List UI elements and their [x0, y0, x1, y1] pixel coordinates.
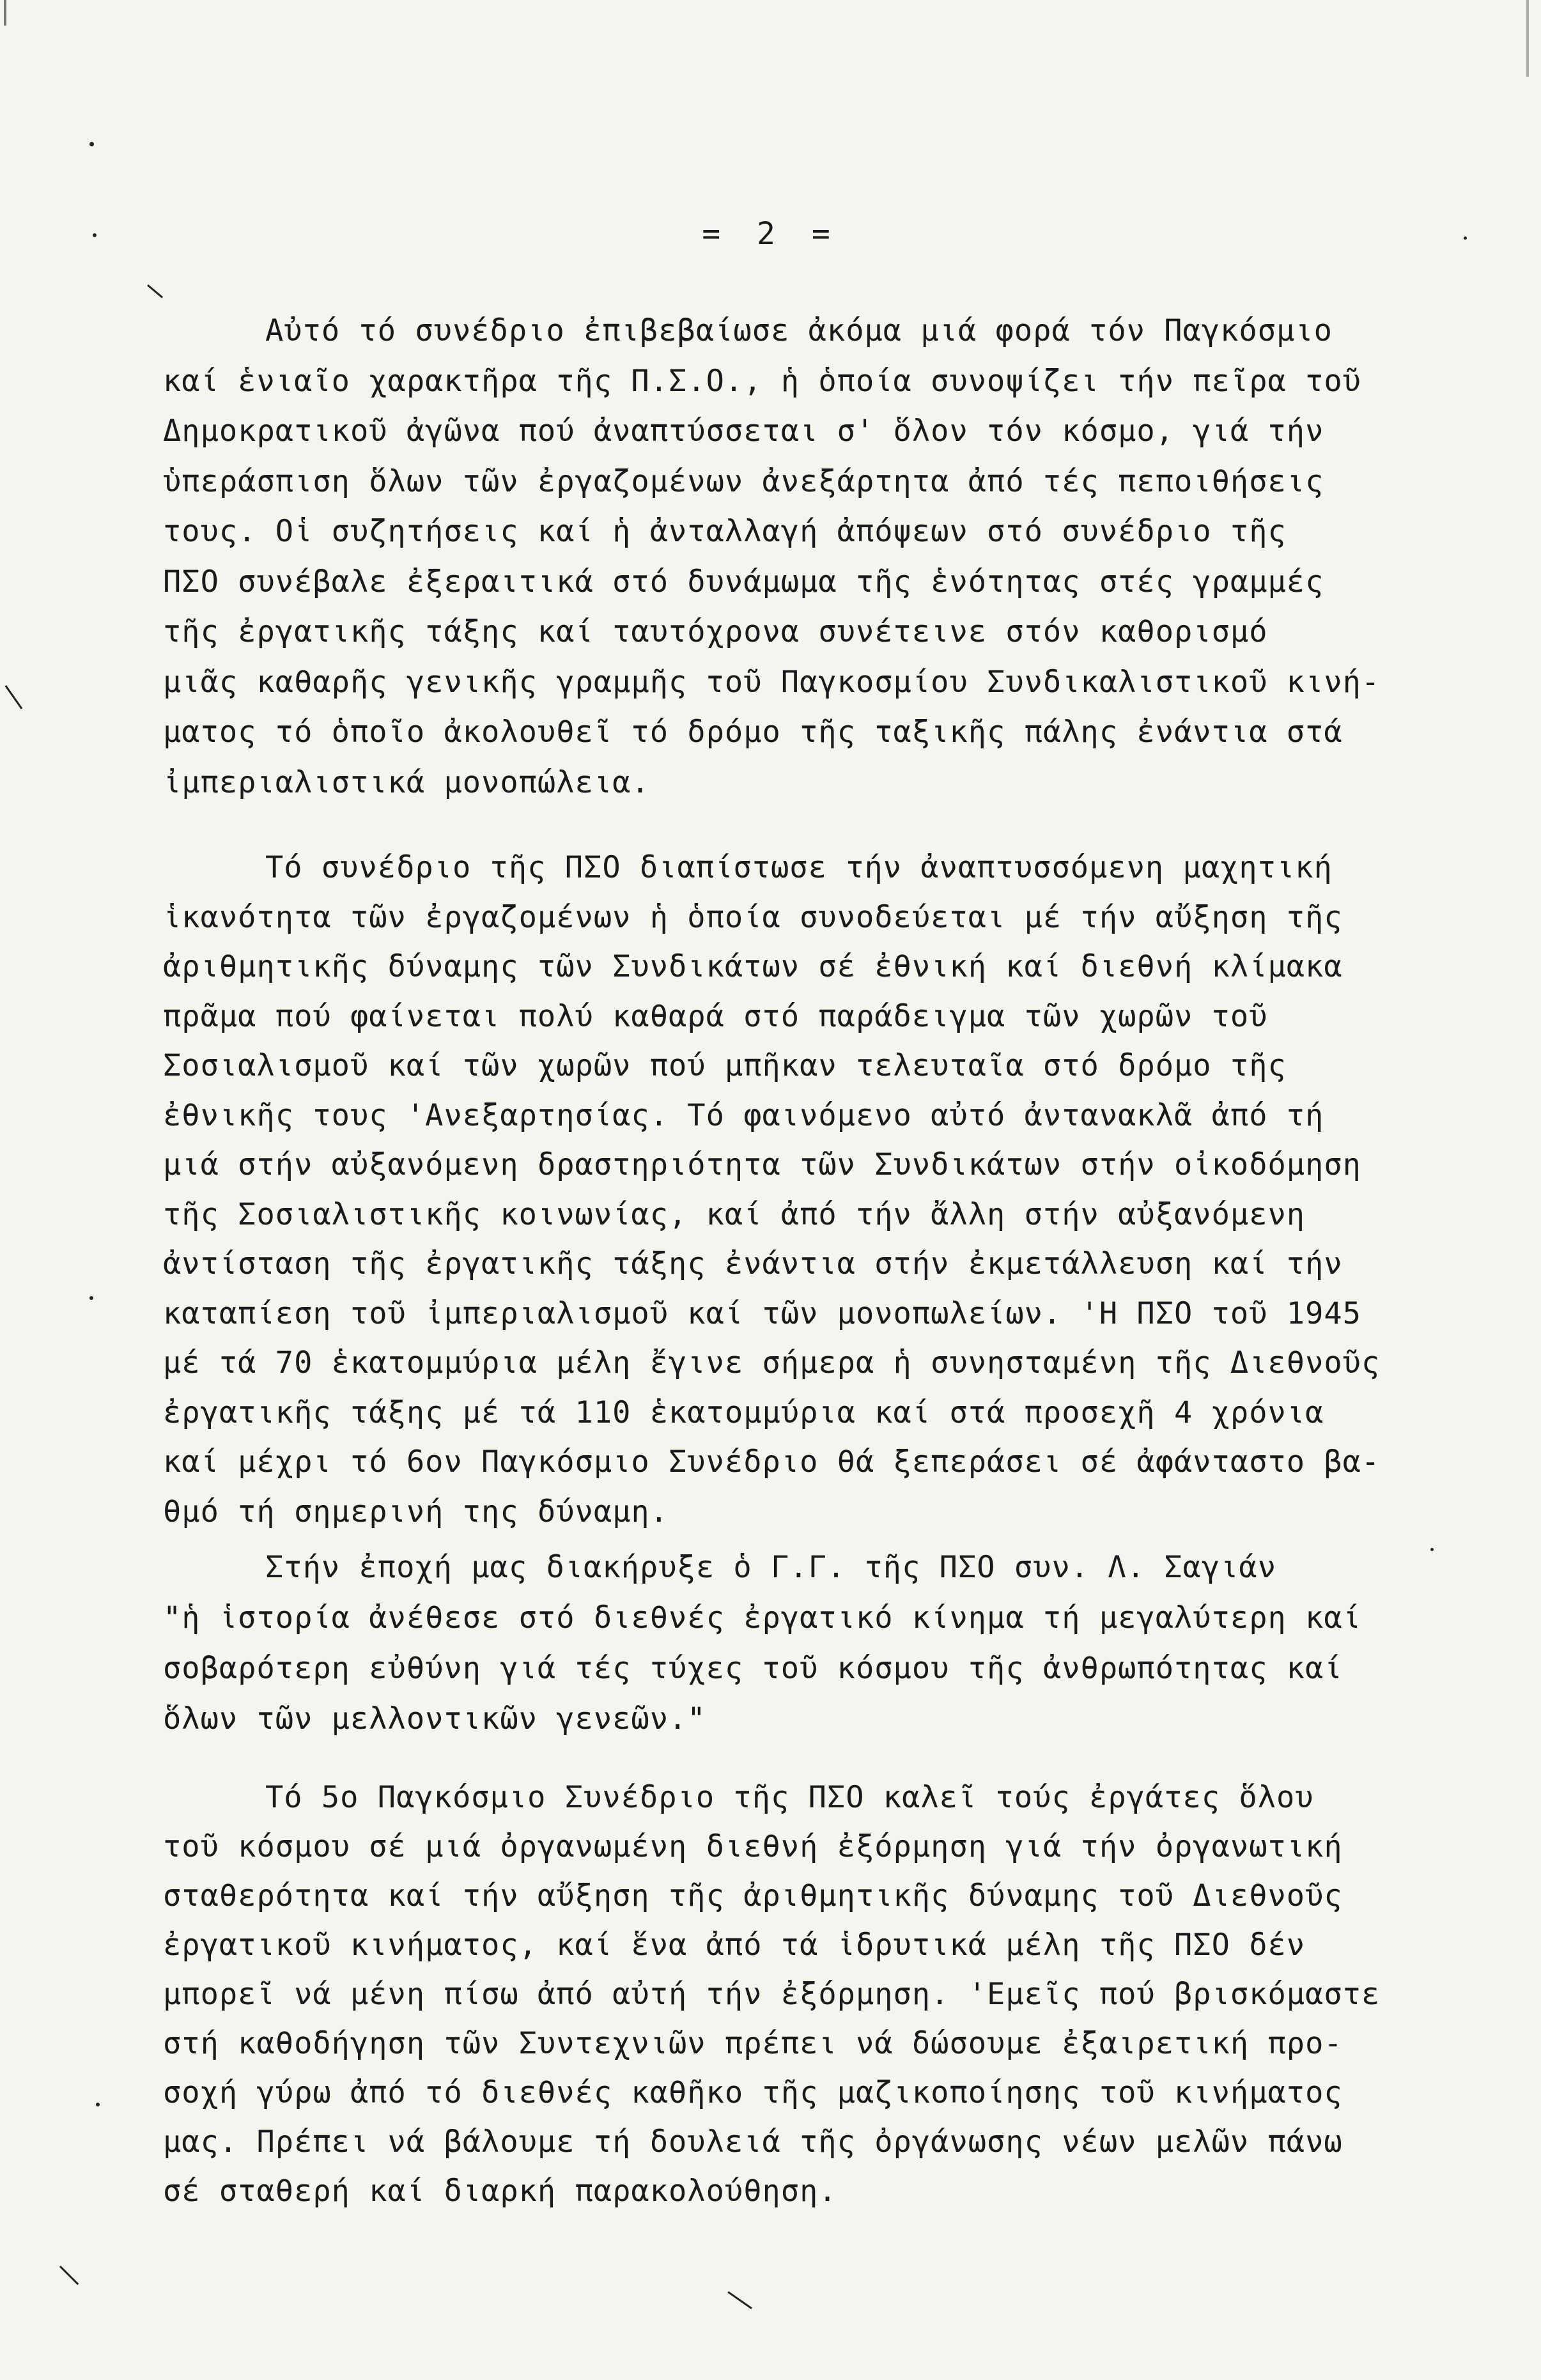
scan-mark	[59, 2266, 79, 2285]
text-line: θμό τή σημερινή της δύναμη.	[163, 1494, 669, 1529]
scan-speck	[89, 1296, 93, 1300]
text-line: τους. Οἱ συζητήσεις καί ἡ ἀνταλλαγή ἀπόψεων στό συνέδριο τῆς	[163, 514, 1287, 549]
text-line: μας. Πρέπει νά βάλουμε τή δουλειά τῆς ὀργάνωσης νέων μελῶν πάνω	[163, 2124, 1343, 2160]
text-line: ἱκανότητα τῶν ἐργαζομένων ἡ ὁποία συνοδεύεται μέ τήν αὔξηση τῆς	[163, 900, 1343, 935]
text-line: στή καθοδήγηση τῶν Συντεχνιῶν πρέπει νά δώσουμε ἐξαιρετική προ-	[163, 2026, 1343, 2061]
text-line: ὑπεράσπιση ὅλων τῶν ἐργαζομένων ἀνεξάρτητα ἀπό τές πεποιθήσεις	[163, 464, 1324, 499]
text-line: Αὐτό τό συνέδριο ἐπιβεβαίωσε ἀκόμα μιά φορά τόν Παγκόσμιο	[265, 313, 1333, 348]
text-line: Τό συνέδριο τῆς ΠΣΟ διαπίστωσε τήν ἀναπτυσσόμενη μαχητική	[265, 850, 1333, 885]
scan-mark	[1526, 0, 1529, 77]
text-line: μπορεῖ νά μένη πίσω ἀπό αὐτή τήν ἐξόρμηση. 'Εμεῖς πού βρισκόμαστε	[163, 1977, 1381, 2012]
text-line: τῆς ἐργατικῆς τάξης καί ταυτόχρονα συνέτεινε στόν καθορισμό	[163, 614, 1268, 649]
text-line: καταπίεση τοῦ ἰμπεριαλισμοῦ καί τῶν μονοπωλείων. 'Η ΠΣΟ τοῦ 1945	[163, 1296, 1361, 1331]
scan-mark	[147, 284, 163, 298]
text-line: μιά στήν αὐξανόμενη δραστηριότητα τῶν Συνδικάτων στήν οἰκοδόμηση	[163, 1147, 1361, 1182]
text-line: ἐθνικῆς τους 'Ανεξαρτησίας. Τό φαινόμενο αὐτό ἀντανακλᾶ ἀπό τή	[163, 1098, 1324, 1133]
text-line: καί μέχρι τό 6ον Παγκόσμιο Συνέδριο θά ξεπεράσει σέ ἀφάνταστο βα-	[163, 1444, 1381, 1480]
text-line: Σοσιαλισμοῦ καί τῶν χωρῶν πού μπῆκαν τελευταῖα στό δρόμο τῆς	[163, 1048, 1287, 1083]
text-line: καί ἑνιαῖο χαρακτῆρα τῆς Π.Σ.Ο., ἡ ὁποία συνοψίζει τήν πεῖρα τοῦ	[163, 364, 1361, 399]
text-line: μιᾶς καθαρῆς γενικῆς γραμμῆς τοῦ Παγκοσμίου Συνδικαλιστικοῦ κινή-	[163, 665, 1381, 700]
scan-mark	[5, 685, 23, 709]
text-line: τῆς Σοσιαλιστικῆς κοινωνίας, καί ἀπό τήν ἄλλη στήν αὐξανόμενη	[163, 1197, 1306, 1232]
text-line: σέ σταθερή καί διαρκή παρακολούθηση.	[163, 2174, 837, 2209]
text-line: ὅλων τῶν μελλοντικῶν γενεῶν."	[163, 1701, 706, 1736]
text-line: σοχή γύρω ἀπό τό διεθνές καθῆκο τῆς μαζικοποίησης τοῦ κινήματος	[163, 2075, 1343, 2110]
text-line: μέ τά 70 ἑκατομμύρια μέλη ἔγινε σήμερα ἡ συνησταμένη τῆς Διεθνοῦς	[163, 1345, 1381, 1380]
scan-speck	[93, 233, 97, 237]
text-line: Στήν ἐποχή μας διακήρυξε ὁ Γ.Γ. τῆς ΠΣΟ συν. Λ. Σαγιάν	[265, 1550, 1277, 1585]
scan-speck	[1464, 236, 1467, 240]
text-line: ἐργατικῆς τάξης μέ τά 110 ἑκατομμύρια καί στά προσεχῆ 4 χρόνια	[163, 1395, 1324, 1430]
scan-speck	[1430, 1548, 1434, 1551]
text-line: ἐργατικοῦ κινήματος, καί ἕνα ἀπό τά ἱδρυτικά μέλη τῆς ΠΣΟ δέν	[163, 1928, 1306, 1963]
scan-speck	[96, 2103, 100, 2106]
scan-mark	[727, 2291, 752, 2309]
text-line: τοῦ κόσμου σέ μιά ὀργανωμένη διεθνή ἐξόρμηση γιά τήν ὀργανωτική	[163, 1829, 1343, 1864]
text-line: "ἡ ἱστορία ἀνέθεσε στό διεθνές ἐργατικό κίνημα τή μεγαλύτερη καί	[163, 1600, 1361, 1635]
text-line: ἀριθμητικῆς δύναμης τῶν Συνδικάτων σέ ἐθνική καί διεθνή κλίμακα	[163, 949, 1343, 984]
scan-speck	[89, 142, 94, 146]
text-line: Τό 5ο Παγκόσμιο Συνέδριο τῆς ΠΣΟ καλεῖ τούς ἐργάτες ὅλου	[265, 1780, 1314, 1815]
text-line: ματος τό ὁποῖο ἀκολουθεῖ τό δρόμο τῆς ταξικῆς πάλης ἐνάντια στά	[163, 715, 1343, 750]
scan-mark	[4, 0, 6, 26]
text-line: Δημοκρατικοῦ ἀγῶνα πού ἀναπτύσσεται σ' ὅλον τόν κόσμο, γιά τήν	[163, 413, 1324, 449]
text-line: σταθερότητα καί τήν αὔξηση τῆς ἀριθμητικῆς δύναμης τοῦ Διεθνοῦς	[163, 1878, 1343, 1913]
text-line: ΠΣΟ συνέβαλε ἐξεραιτικά στό δυνάμωμα τῆς ἑνότητας στές γραμμές	[163, 564, 1324, 599]
page-number: = 2 =	[702, 216, 839, 252]
text-line: ἀντίσταση τῆς ἐργατικῆς τάξης ἐνάντια στήν ἐκμετάλλευση καί τήν	[163, 1246, 1343, 1281]
text-line: πρᾶμα πού φαίνεται πολύ καθαρά στό παράδειγμα τῶν χωρῶν τοῦ	[163, 999, 1268, 1034]
text-line: ἰμπεριαλιστικά μονοπώλεια.	[163, 765, 650, 800]
text-line: σοβαρότερη εὐθύνη γιά τές τύχες τοῦ κόσμου τῆς ἀνθρωπότητας καί	[163, 1651, 1343, 1686]
